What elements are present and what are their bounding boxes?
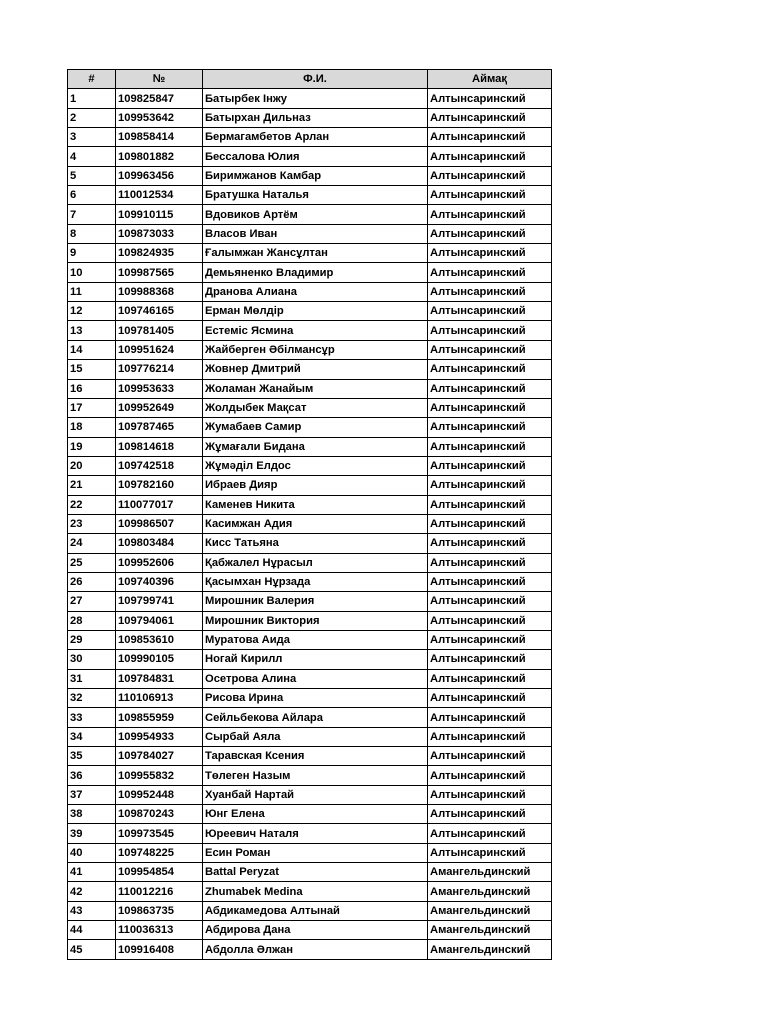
region-cell: Алтынсаринский xyxy=(428,689,552,708)
table-row xyxy=(68,611,552,630)
row-index-cell: 42 xyxy=(68,882,116,901)
row-index-cell: 16 xyxy=(68,379,116,398)
row-index-cell: 15 xyxy=(68,360,116,379)
row-index-cell: 14 xyxy=(68,340,116,359)
table-row xyxy=(68,89,552,108)
region-cell: Амангельдинский xyxy=(428,863,552,882)
full-name-cell: Бессалова Юлия xyxy=(203,147,428,166)
row-index-cell: 2 xyxy=(68,108,116,127)
id-number-cell: 109748225 xyxy=(116,843,203,862)
table-header-row xyxy=(68,70,552,89)
region-cell: Алтынсаринский xyxy=(428,379,552,398)
table-row xyxy=(68,534,552,553)
region-cell: Алтынсаринский xyxy=(428,785,552,804)
full-name-cell: Жумабаев Самир xyxy=(203,418,428,437)
row-index-cell: 45 xyxy=(68,940,116,959)
table-row xyxy=(68,321,552,340)
full-name-cell: Есин Роман xyxy=(203,843,428,862)
region-cell: Алтынсаринский xyxy=(428,572,552,591)
full-name-cell: Абдолла Әлжан xyxy=(203,940,428,959)
table-row xyxy=(68,650,552,669)
table-row xyxy=(68,186,552,205)
id-number-cell: 109782160 xyxy=(116,476,203,495)
row-index-cell: 32 xyxy=(68,689,116,708)
row-index-cell: 27 xyxy=(68,592,116,611)
id-number-cell: 109955832 xyxy=(116,766,203,785)
table-row xyxy=(68,263,552,282)
full-name-cell: Рисова Ирина xyxy=(203,689,428,708)
full-name-cell: Жұмағали Бидана xyxy=(203,437,428,456)
full-name-cell: Жоламан Жанайым xyxy=(203,379,428,398)
table-row xyxy=(68,244,552,263)
id-number-cell: 109776214 xyxy=(116,360,203,379)
region-cell: Алтынсаринский xyxy=(428,437,552,456)
region-cell: Алтынсаринский xyxy=(428,166,552,185)
id-number-cell: 110077017 xyxy=(116,495,203,514)
table-row xyxy=(68,553,552,572)
id-number-cell: 110012216 xyxy=(116,882,203,901)
table-body xyxy=(68,89,552,959)
id-number-cell: 109740396 xyxy=(116,572,203,591)
id-number-cell: 109784831 xyxy=(116,669,203,688)
full-name-cell: Таравская Ксения xyxy=(203,747,428,766)
full-name-cell: Жұмәділ Елдос xyxy=(203,456,428,475)
student-list-table xyxy=(67,69,552,960)
id-number-cell: 109801882 xyxy=(116,147,203,166)
region-cell: Алтынсаринский xyxy=(428,611,552,630)
row-index-cell: 6 xyxy=(68,186,116,205)
full-name-cell: Братушка Наталья xyxy=(203,186,428,205)
table-row xyxy=(68,166,552,185)
region-cell: Алтынсаринский xyxy=(428,89,552,108)
table-row xyxy=(68,805,552,824)
id-number-cell: 109988368 xyxy=(116,282,203,301)
full-name-cell: Кисс Татьяна xyxy=(203,534,428,553)
table-row xyxy=(68,940,552,959)
id-number-cell: 109952448 xyxy=(116,785,203,804)
full-name-cell: Дранова Алиана xyxy=(203,282,428,301)
region-cell: Алтынсаринский xyxy=(428,360,552,379)
table-row xyxy=(68,882,552,901)
table-row xyxy=(68,921,552,940)
table-row xyxy=(68,708,552,727)
region-cell: Алтынсаринский xyxy=(428,766,552,785)
region-cell: Алтынсаринский xyxy=(428,824,552,843)
row-index-cell: 7 xyxy=(68,205,116,224)
table-row xyxy=(68,824,552,843)
table-row xyxy=(68,495,552,514)
full-name-cell: Юреевич Наталя xyxy=(203,824,428,843)
row-index-cell: 34 xyxy=(68,727,116,746)
table-row xyxy=(68,727,552,746)
full-name-cell: Жовнер Дмитрий xyxy=(203,360,428,379)
table-row xyxy=(68,398,552,417)
table-row xyxy=(68,630,552,649)
header-index: # xyxy=(68,70,116,89)
region-cell: Алтынсаринский xyxy=(428,747,552,766)
row-index-cell: 28 xyxy=(68,611,116,630)
table-row xyxy=(68,669,552,688)
full-name-cell: Zhumabek Medina xyxy=(203,882,428,901)
region-cell: Алтынсаринский xyxy=(428,205,552,224)
full-name-cell: Ногай Кирилл xyxy=(203,650,428,669)
region-cell: Алтынсаринский xyxy=(428,476,552,495)
row-index-cell: 31 xyxy=(68,669,116,688)
full-name-cell: Вдовиков Артём xyxy=(203,205,428,224)
region-cell: Алтынсаринский xyxy=(428,224,552,243)
table-row xyxy=(68,128,552,147)
row-index-cell: 21 xyxy=(68,476,116,495)
row-index-cell: 3 xyxy=(68,128,116,147)
full-name-cell: Мирошник Валерия xyxy=(203,592,428,611)
header-full-name: Ф.И. xyxy=(203,70,428,89)
table-row xyxy=(68,108,552,127)
table-row xyxy=(68,747,552,766)
id-number-cell: 109952649 xyxy=(116,398,203,417)
region-cell: Алтынсаринский xyxy=(428,514,552,533)
full-name-cell: Батырхан Дильназ xyxy=(203,108,428,127)
region-cell: Алтынсаринский xyxy=(428,456,552,475)
full-name-cell: Батырбек Інжу xyxy=(203,89,428,108)
table-row xyxy=(68,205,552,224)
id-number-cell: 109873033 xyxy=(116,224,203,243)
row-index-cell: 39 xyxy=(68,824,116,843)
id-number-cell: 109787465 xyxy=(116,418,203,437)
table-row xyxy=(68,863,552,882)
row-index-cell: 19 xyxy=(68,437,116,456)
table-row xyxy=(68,592,552,611)
id-number-cell: 110012534 xyxy=(116,186,203,205)
id-number-cell: 109863735 xyxy=(116,901,203,920)
row-index-cell: 33 xyxy=(68,708,116,727)
table-row xyxy=(68,224,552,243)
region-cell: Алтынсаринский xyxy=(428,186,552,205)
row-index-cell: 44 xyxy=(68,921,116,940)
full-name-cell: Мирошник Виктория xyxy=(203,611,428,630)
region-cell: Амангельдинский xyxy=(428,882,552,901)
row-index-cell: 22 xyxy=(68,495,116,514)
table-row xyxy=(68,418,552,437)
table-row xyxy=(68,785,552,804)
id-number-cell: 109742518 xyxy=(116,456,203,475)
id-number-cell: 109986507 xyxy=(116,514,203,533)
full-name-cell: Бермагамбетов Арлан xyxy=(203,128,428,147)
full-name-cell: Battal Peryzat xyxy=(203,863,428,882)
row-index-cell: 24 xyxy=(68,534,116,553)
region-cell: Алтынсаринский xyxy=(428,843,552,862)
row-index-cell: 17 xyxy=(68,398,116,417)
table-row xyxy=(68,147,552,166)
region-cell: Алтынсаринский xyxy=(428,398,552,417)
id-number-cell: 109954933 xyxy=(116,727,203,746)
id-number-cell: 109916408 xyxy=(116,940,203,959)
full-name-cell: Биримжанов Камбар xyxy=(203,166,428,185)
table-row xyxy=(68,689,552,708)
region-cell: Алтынсаринский xyxy=(428,108,552,127)
table-row xyxy=(68,514,552,533)
row-index-cell: 43 xyxy=(68,901,116,920)
table-row xyxy=(68,843,552,862)
region-cell: Алтынсаринский xyxy=(428,534,552,553)
id-number-cell: 109952606 xyxy=(116,553,203,572)
id-number-cell: 109990105 xyxy=(116,650,203,669)
row-index-cell: 1 xyxy=(68,89,116,108)
table-row xyxy=(68,766,552,785)
id-number-cell: 109855959 xyxy=(116,708,203,727)
region-cell: Алтынсаринский xyxy=(428,128,552,147)
row-index-cell: 20 xyxy=(68,456,116,475)
row-index-cell: 35 xyxy=(68,747,116,766)
full-name-cell: Сырбай Аяла xyxy=(203,727,428,746)
row-index-cell: 30 xyxy=(68,650,116,669)
full-name-cell: Власов Иван xyxy=(203,224,428,243)
region-cell: Алтынсаринский xyxy=(428,630,552,649)
header-region: Аймақ xyxy=(428,70,552,89)
full-name-cell: Ғалымжан Жансұлтан xyxy=(203,244,428,263)
full-name-cell: Төлеген Назым xyxy=(203,766,428,785)
row-index-cell: 25 xyxy=(68,553,116,572)
row-index-cell: 12 xyxy=(68,302,116,321)
table-row xyxy=(68,340,552,359)
region-cell: Алтынсаринский xyxy=(428,282,552,301)
region-cell: Алтынсаринский xyxy=(428,650,552,669)
row-index-cell: 10 xyxy=(68,263,116,282)
region-cell: Алтынсаринский xyxy=(428,263,552,282)
full-name-cell: Касимжан Адия xyxy=(203,514,428,533)
full-name-cell: Қасымхан Нұрзада xyxy=(203,572,428,591)
header-number: № xyxy=(116,70,203,89)
full-name-cell: Муратова Аида xyxy=(203,630,428,649)
row-index-cell: 8 xyxy=(68,224,116,243)
id-number-cell: 109953642 xyxy=(116,108,203,127)
region-cell: Алтынсаринский xyxy=(428,321,552,340)
id-number-cell: 109746165 xyxy=(116,302,203,321)
id-number-cell: 109794061 xyxy=(116,611,203,630)
id-number-cell: 109784027 xyxy=(116,747,203,766)
row-index-cell: 37 xyxy=(68,785,116,804)
table-row xyxy=(68,476,552,495)
table-row xyxy=(68,572,552,591)
table-row xyxy=(68,437,552,456)
region-cell: Амангельдинский xyxy=(428,901,552,920)
id-number-cell: 109987565 xyxy=(116,263,203,282)
region-cell: Амангельдинский xyxy=(428,940,552,959)
row-index-cell: 38 xyxy=(68,805,116,824)
id-number-cell: 109951624 xyxy=(116,340,203,359)
id-number-cell: 109803484 xyxy=(116,534,203,553)
id-number-cell: 109781405 xyxy=(116,321,203,340)
row-index-cell: 26 xyxy=(68,572,116,591)
row-index-cell: 13 xyxy=(68,321,116,340)
id-number-cell: 109853610 xyxy=(116,630,203,649)
table-row xyxy=(68,901,552,920)
id-number-cell: 109799741 xyxy=(116,592,203,611)
id-number-cell: 110106913 xyxy=(116,689,203,708)
table-row xyxy=(68,379,552,398)
row-index-cell: 23 xyxy=(68,514,116,533)
full-name-cell: Ерман Мөлдір xyxy=(203,302,428,321)
id-number-cell: 109973545 xyxy=(116,824,203,843)
region-cell: Алтынсаринский xyxy=(428,340,552,359)
row-index-cell: 4 xyxy=(68,147,116,166)
id-number-cell: 109870243 xyxy=(116,805,203,824)
id-number-cell: 109910115 xyxy=(116,205,203,224)
id-number-cell: 109858414 xyxy=(116,128,203,147)
region-cell: Алтынсаринский xyxy=(428,302,552,321)
region-cell: Алтынсаринский xyxy=(428,495,552,514)
full-name-cell: Абдирова Дана xyxy=(203,921,428,940)
full-name-cell: Осетрова Алина xyxy=(203,669,428,688)
region-cell: Алтынсаринский xyxy=(428,805,552,824)
row-index-cell: 40 xyxy=(68,843,116,862)
table-row xyxy=(68,360,552,379)
row-index-cell: 29 xyxy=(68,630,116,649)
id-number-cell: 109824935 xyxy=(116,244,203,263)
full-name-cell: Хуанбай Нартай xyxy=(203,785,428,804)
region-cell: Алтынсаринский xyxy=(428,708,552,727)
table-row xyxy=(68,282,552,301)
full-name-cell: Сейльбекова Айлара xyxy=(203,708,428,727)
region-cell: Алтынсаринский xyxy=(428,553,552,572)
full-name-cell: Жолдыбек Мақсат xyxy=(203,398,428,417)
row-index-cell: 11 xyxy=(68,282,116,301)
id-number-cell: 109814618 xyxy=(116,437,203,456)
region-cell: Алтынсаринский xyxy=(428,592,552,611)
full-name-cell: Юнг Елена xyxy=(203,805,428,824)
full-name-cell: Демьяненко Владимир xyxy=(203,263,428,282)
region-cell: Алтынсаринский xyxy=(428,669,552,688)
table-row xyxy=(68,456,552,475)
full-name-cell: Абдикамедова Алтынай xyxy=(203,901,428,920)
id-number-cell: 110036313 xyxy=(116,921,203,940)
full-name-cell: Ибраев Дияр xyxy=(203,476,428,495)
row-index-cell: 5 xyxy=(68,166,116,185)
id-number-cell: 109953633 xyxy=(116,379,203,398)
region-cell: Алтынсаринский xyxy=(428,727,552,746)
region-cell: Алтынсаринский xyxy=(428,418,552,437)
full-name-cell: Каменев Никита xyxy=(203,495,428,514)
table-row xyxy=(68,302,552,321)
region-cell: Амангельдинский xyxy=(428,921,552,940)
row-index-cell: 36 xyxy=(68,766,116,785)
id-number-cell: 109963456 xyxy=(116,166,203,185)
row-index-cell: 9 xyxy=(68,244,116,263)
full-name-cell: Қабжалел Нұрасыл xyxy=(203,553,428,572)
id-number-cell: 109954854 xyxy=(116,863,203,882)
full-name-cell: Жайберген Әбілмансұр xyxy=(203,340,428,359)
id-number-cell: 109825847 xyxy=(116,89,203,108)
region-cell: Алтынсаринский xyxy=(428,147,552,166)
region-cell: Алтынсаринский xyxy=(428,244,552,263)
row-index-cell: 41 xyxy=(68,863,116,882)
full-name-cell: Естеміс Ясмина xyxy=(203,321,428,340)
row-index-cell: 18 xyxy=(68,418,116,437)
